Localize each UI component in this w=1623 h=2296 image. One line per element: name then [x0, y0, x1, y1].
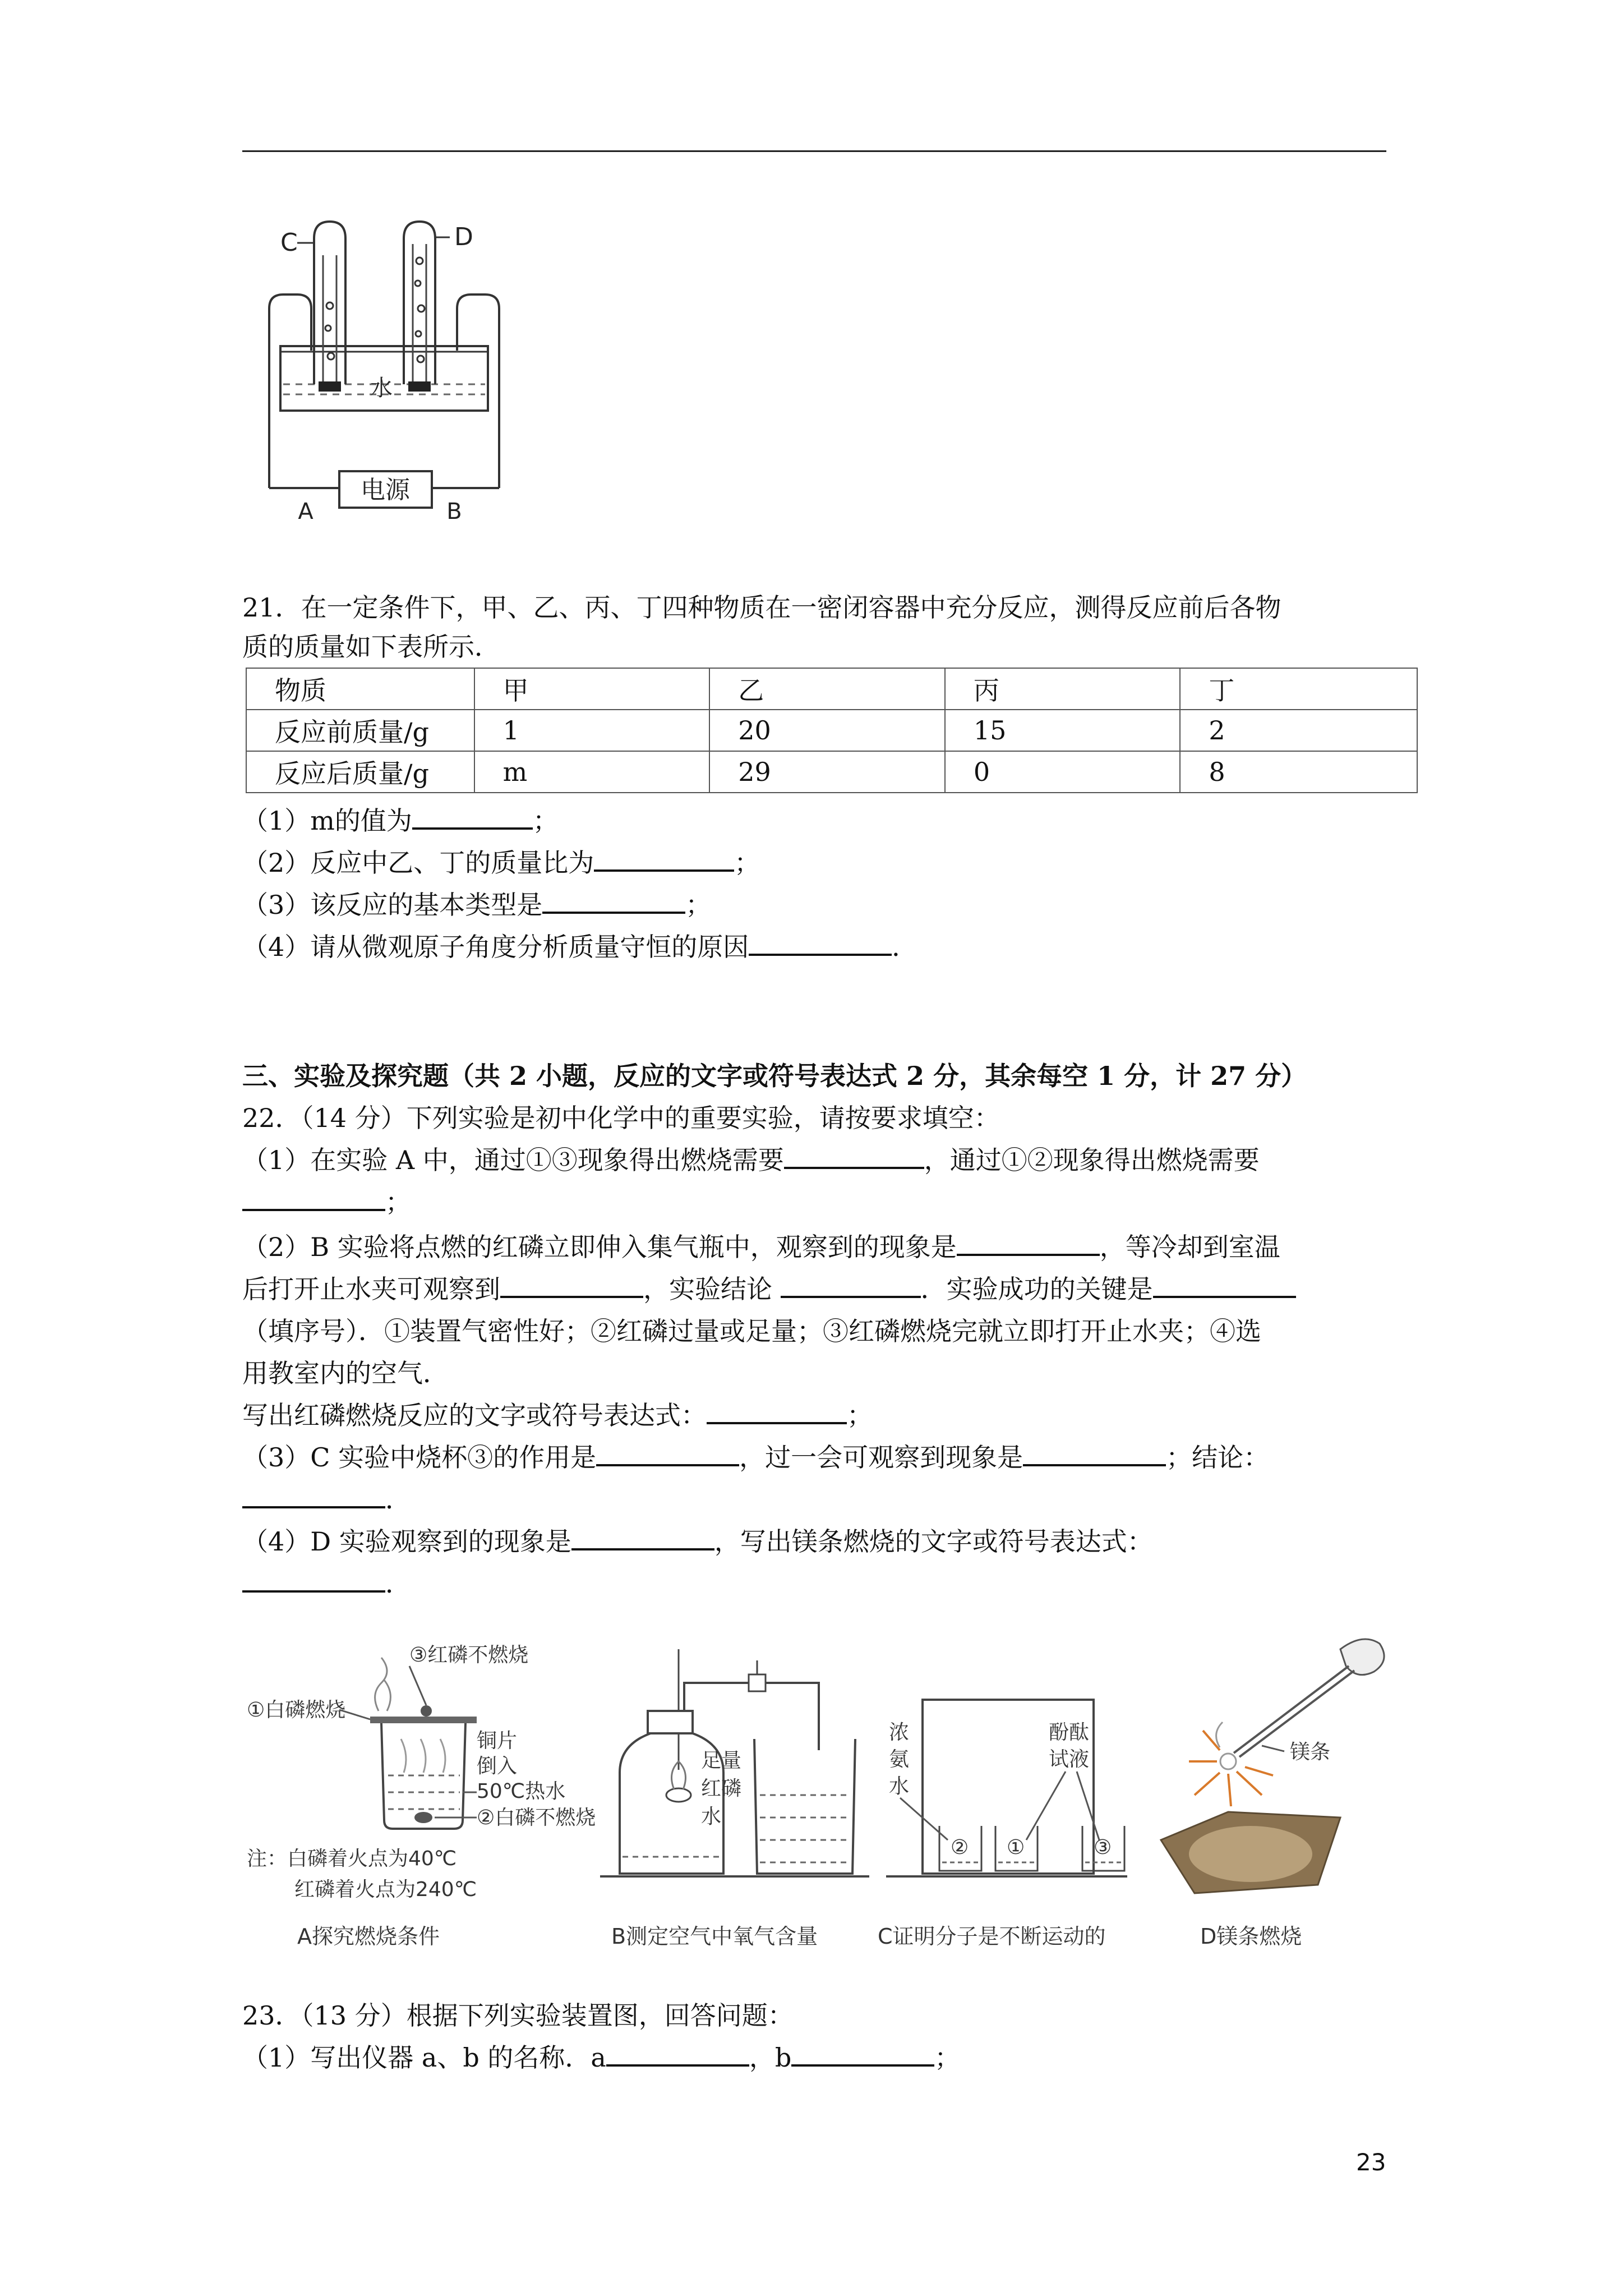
- c-ammonia-label-3: 水: [889, 1775, 910, 1798]
- page-number: 23: [1356, 2148, 1386, 2176]
- b-label-2: 红磷: [701, 1777, 742, 1800]
- q21-sub3-text: （3）该反应的基本类型是: [242, 890, 543, 920]
- table-cell: 20: [709, 710, 945, 751]
- c-ammonia-label-1: 浓: [889, 1721, 910, 1744]
- q21-sub3-end: ；: [685, 890, 712, 920]
- answer-blank[interactable]: [606, 2040, 749, 2067]
- experiment-b: [600, 1649, 869, 1949]
- q22-intro: 22．（14 分）下列实验是初中化学中的重要实验，请按要求填空：: [242, 1103, 1000, 1133]
- table-cell: 1: [474, 710, 710, 751]
- c-beaker-2-label: ②: [951, 1836, 969, 1859]
- answer-blank[interactable]: [1023, 1439, 1166, 1466]
- q23-s1-end: ；: [934, 2042, 961, 2073]
- q21-sub2-end: ；: [734, 848, 760, 878]
- table-cell: 反应后质量/g: [246, 751, 474, 793]
- answer-blank[interactable]: [242, 1184, 385, 1211]
- table-cell: 2: [1180, 710, 1417, 751]
- q22-s2-text-c: 后打开止水夹可观察到: [242, 1274, 500, 1304]
- experiment-c: [878, 1700, 1127, 1949]
- a-note-2: 红磷着火点为240℃: [294, 1878, 477, 1901]
- q22-s1-text-b: ，通过①②现象得出燃烧需要: [924, 1145, 1260, 1175]
- table-row: [246, 710, 1417, 751]
- answer-blank[interactable]: [542, 887, 685, 914]
- mass-table: [246, 668, 1418, 793]
- q22-s4-text-a: （4）D 实验观察到的现象是: [242, 1526, 571, 1557]
- answer-blank[interactable]: [596, 1439, 739, 1466]
- power-label: 电源: [361, 476, 410, 504]
- q22-s1-line2: [242, 1181, 411, 1223]
- q22-s2-line5: [242, 1394, 873, 1437]
- c-caption: C证明分子是不断运动的: [878, 1924, 1106, 1949]
- c-beaker-1-label: ①: [1007, 1836, 1025, 1859]
- q21-sub1-end: ；: [532, 806, 559, 836]
- q22-s4-line2: [242, 1562, 411, 1605]
- q21-sub2: [242, 841, 760, 884]
- q22-s2-text-a: （2）B 实验将点燃的红磷立即伸入集气瓶中，观察到的现象是: [242, 1232, 957, 1262]
- q22-s3-end: ．: [385, 1484, 411, 1515]
- c-ammonia-label-2: 氨: [889, 1748, 910, 1771]
- answer-blank[interactable]: [749, 929, 892, 956]
- q22-s2-text-b: ，等冷却到室温: [1099, 1232, 1280, 1262]
- q21-sub1: [242, 799, 559, 842]
- c-phenol-label-2: 试液: [1049, 1748, 1090, 1771]
- q22-s3-line1: [242, 1436, 1269, 1479]
- label-b: B: [446, 499, 462, 522]
- q22-s3-line2: [242, 1478, 411, 1521]
- q22-s3-text-c: ；结论：: [1166, 1442, 1270, 1473]
- q22-s2-text-d: ，实验结论: [643, 1274, 781, 1304]
- table-cell: 0: [945, 751, 1181, 793]
- table-row: [246, 751, 1417, 793]
- answer-blank[interactable]: [242, 1566, 385, 1593]
- q22-s2-line3: （填序号）．①装置气密性好；②红磷过量或足量；③红磷燃烧完就立即打开止水夹；④选: [242, 1316, 1261, 1346]
- c-beaker-3-label: ③: [1094, 1836, 1112, 1859]
- b-caption: B测定空气中氧气含量: [611, 1924, 818, 1949]
- table-cell: 丁: [1180, 668, 1417, 710]
- q21-line1: 21．在一定条件下，甲、乙、丙、丁四种物质在一密闭容器中充分反应，测得反应前后各物: [242, 592, 1281, 623]
- q21-sub4-text: （4）请从微观原子角度分析质量守恒的原因: [242, 932, 749, 962]
- answer-blank[interactable]: [594, 845, 734, 872]
- answer-blank[interactable]: [784, 1142, 924, 1169]
- q21-sub1-text: （1）m的值为: [242, 806, 412, 836]
- table-cell: 物质: [246, 668, 474, 710]
- q22-s4-text-b: ，写出镁条燃烧的文字或符号表达式：: [714, 1526, 1153, 1557]
- q23-s1-text-b: ，b: [749, 2042, 792, 2073]
- a-note-1: 注：白磷着火点为40℃: [247, 1847, 457, 1870]
- q23-s1-text-a: （1）写出仪器 a、b 的名称．a: [242, 2042, 606, 2073]
- electrolysis-figure: [264, 216, 522, 522]
- answer-blank[interactable]: [791, 2040, 934, 2067]
- table-cell: 丙: [945, 668, 1181, 710]
- table-header-row: [246, 668, 1417, 710]
- q22-s1-text-a: （1）在实验 A 中，通过①③现象得出燃烧需要: [242, 1145, 784, 1175]
- q22-s2-text-e: ．实验成功的关键是: [920, 1274, 1153, 1304]
- q21-sub4: [242, 926, 917, 968]
- q22-s2-end: ；: [847, 1400, 873, 1430]
- a-caption: A探究燃烧条件: [297, 1924, 440, 1949]
- b-label-3: 水: [701, 1805, 722, 1828]
- q22-s2-line4: 用教室内的空气．: [242, 1358, 449, 1388]
- q22-s4-end: ．: [385, 1568, 411, 1599]
- b-label-1: 足量: [701, 1749, 742, 1772]
- answer-blank[interactable]: [1153, 1271, 1296, 1298]
- q22-s3-text-b: ，过一会可观察到现象是: [739, 1442, 1023, 1473]
- q21-sub4-end: ．: [892, 932, 918, 962]
- q22-s4-line1: [242, 1520, 1153, 1563]
- a-white-phosphorus-no-label: ②白磷不燃烧: [477, 1806, 596, 1829]
- q22-s2-line2: [242, 1268, 1296, 1310]
- header-rule: [242, 150, 1386, 152]
- answer-blank[interactable]: [500, 1271, 643, 1298]
- experiments-figure: [241, 1627, 1408, 1952]
- q23-intro: 23．（13 分）根据下列实验装置图，回答问题：: [242, 2000, 794, 2031]
- q21-sub3: [242, 884, 711, 926]
- q22-s1-line1: [242, 1139, 1260, 1181]
- answer-blank[interactable]: [781, 1271, 921, 1298]
- answer-blank[interactable]: [571, 1524, 714, 1550]
- a-red-phosphorus-label: ③红磷不燃烧: [409, 1644, 529, 1667]
- answer-blank[interactable]: [707, 1397, 847, 1424]
- d-caption: D镁条燃烧: [1200, 1924, 1302, 1949]
- table-cell: 甲: [474, 668, 710, 710]
- answer-blank[interactable]: [412, 803, 533, 830]
- a-copper-label: 铜片: [477, 1729, 518, 1752]
- label-a: A: [298, 499, 313, 522]
- experiment-a: [247, 1644, 596, 1949]
- c-phenol-label-1: 酚酞: [1049, 1721, 1090, 1744]
- answer-blank[interactable]: [957, 1229, 1100, 1256]
- a-white-phosphorus-burn-label: ①白磷燃烧: [247, 1699, 346, 1722]
- table-cell: 15: [945, 710, 1181, 751]
- experiment-d: [1161, 1639, 1384, 1949]
- water-label: 水: [370, 375, 393, 401]
- a-copper-label-2: 倒入: [477, 1755, 518, 1778]
- label-c: C: [280, 228, 298, 257]
- table-cell: 反应前质量/g: [246, 710, 474, 751]
- table-cell: m: [474, 751, 710, 793]
- q23-s1: [242, 2036, 960, 2079]
- a-hot-water-label: 50℃热水: [477, 1780, 566, 1803]
- section3-heading: 三、实验及探究题（共 2 小题，反应的文字或符号表达式 2 分，其余每空 1 分，计 27 分）: [242, 1061, 1307, 1091]
- table-cell: 8: [1180, 751, 1417, 793]
- table-cell: 29: [709, 751, 945, 793]
- table-cell: 乙: [709, 668, 945, 710]
- q21-sub2-text: （2）反应中乙、丁的质量比为: [242, 848, 594, 878]
- q22-s2-line1: [242, 1226, 1280, 1268]
- d-magnesium-label: 镁条: [1290, 1741, 1331, 1764]
- label-d: D: [454, 223, 473, 251]
- q22-s3-text-a: （3）C 实验中烧杯③的作用是: [242, 1442, 597, 1473]
- q22-s2-text-h: 写出红磷燃烧反应的文字或符号表达式：: [242, 1400, 707, 1430]
- answer-blank[interactable]: [242, 1481, 385, 1508]
- q22-s1-end: ；: [385, 1187, 411, 1217]
- q21-line2: 质的质量如下表所示．: [242, 632, 500, 662]
